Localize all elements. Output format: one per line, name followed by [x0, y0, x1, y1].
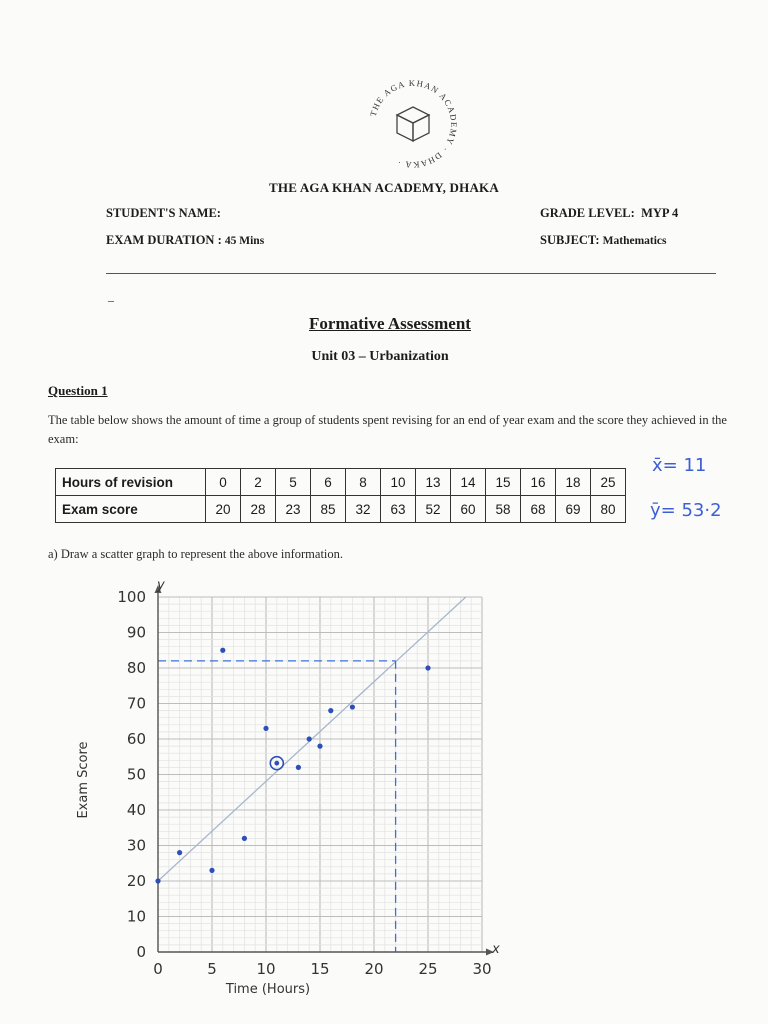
- y-tick-label: 100: [117, 588, 146, 606]
- table-row-hours: [56, 469, 626, 496]
- data-point: [263, 726, 268, 731]
- table-cell: 52: [416, 496, 451, 523]
- table-cell: 23: [276, 496, 311, 523]
- stray-dash: –: [108, 293, 114, 307]
- question-heading: Question 1: [48, 383, 108, 398]
- table-cell: 5: [276, 469, 311, 496]
- question-part-a: a) Draw a scatter graph to represent the above information.: [48, 547, 344, 561]
- data-point: [220, 648, 225, 653]
- table-cell: 2: [241, 469, 276, 496]
- chart-axes: [155, 585, 495, 956]
- handwritten-mean-x: x̄= 11: [652, 455, 707, 476]
- y-tick-label: 0: [136, 943, 146, 961]
- y-tick-label: 30: [126, 836, 146, 855]
- y-tick-label: 70: [126, 694, 146, 713]
- exam-duration: [106, 233, 264, 248]
- y-tick-label: 10: [126, 907, 146, 926]
- data-point: [209, 868, 214, 873]
- question-text: The table below shows the amount of time a group of students spent revising for an end of year exam and the score they achieved in the exam:: [48, 413, 727, 446]
- table-cell: 58: [486, 496, 521, 523]
- exam-duration-label: EXAM DURATION :: [106, 233, 225, 247]
- grade-level: [540, 206, 678, 221]
- handwritten-mean-y: ȳ= 53·2: [650, 500, 722, 521]
- table-cell: 63: [381, 496, 416, 523]
- table-row-scores: [56, 496, 626, 523]
- data-point: [155, 878, 160, 883]
- y-tick-label: 40: [126, 801, 146, 819]
- chart-points: [155, 648, 430, 884]
- y-tick-label: 90: [126, 623, 146, 642]
- data-point: [425, 665, 430, 670]
- exam-duration-value: 45 Mins: [224, 235, 265, 247]
- y-tick-label: 50: [126, 765, 146, 784]
- x-tick-label: 25: [418, 960, 438, 978]
- table-cell: 28: [241, 496, 276, 523]
- data-point: [307, 736, 312, 741]
- x-tick-label: 5: [207, 960, 217, 978]
- school-logo: [363, 74, 463, 174]
- grade-level-value: MYP 4: [641, 206, 679, 220]
- table-cell: 15: [486, 469, 521, 496]
- y-axis-letter: y: [157, 578, 165, 593]
- data-point: [242, 836, 247, 841]
- table-cell: 18: [556, 469, 591, 496]
- data-point: [296, 765, 301, 770]
- x-tick-label: 30: [472, 960, 492, 978]
- table-cell: 68: [521, 496, 556, 523]
- table-cell: 20: [206, 496, 241, 523]
- subject-value: Mathematics: [602, 235, 667, 247]
- row-label-score: Exam score: [56, 496, 206, 523]
- x-tick-label: 0: [153, 960, 163, 978]
- x-tick-label: 10: [256, 960, 276, 978]
- table-cell: 0: [206, 469, 241, 496]
- student-name-label: STUDENT'S NAME:: [106, 206, 221, 220]
- scatter-chart: [60, 575, 520, 1005]
- table-cell: 10: [381, 469, 416, 496]
- page-subtitle: Unit 03 – Urbanization: [311, 349, 449, 364]
- table-cell: 32: [346, 496, 381, 523]
- x-axis-letter: x: [492, 942, 500, 957]
- grade-level-label: GRADE LEVEL:: [540, 206, 635, 220]
- table-cell: 16: [521, 469, 556, 496]
- table-cell: 80: [591, 496, 626, 523]
- data-point: [317, 744, 322, 749]
- data-point: [177, 850, 182, 855]
- logo-cube-icon: [397, 107, 429, 141]
- table-cell: 13: [416, 469, 451, 496]
- table-cell: 14: [451, 469, 486, 496]
- table-cell: 85: [311, 496, 346, 523]
- subject-label: SUBJECT:: [540, 233, 600, 247]
- y-tick-label: 60: [126, 730, 146, 748]
- table-cell: 69: [556, 496, 591, 523]
- y-tick-label: 20: [126, 872, 146, 890]
- logo-lettering: THE AGA KHAN ACADEMY · DHAKA ·: [367, 77, 460, 171]
- x-tick-label: 15: [310, 960, 330, 978]
- x-axis-title: Time (Hours): [225, 982, 311, 997]
- table-cell: 25: [591, 469, 626, 496]
- table-cell: 60: [451, 496, 486, 523]
- page-title: Formative Assessment: [309, 314, 471, 333]
- header-divider: [106, 273, 716, 274]
- y-axis-title: Exam Score: [76, 741, 91, 819]
- data-table: [55, 468, 626, 523]
- x-tick-label: 20: [364, 960, 384, 978]
- data-point: [328, 708, 333, 713]
- row-label-hours: Hours of revision: [56, 469, 206, 496]
- table-cell: 8: [346, 469, 381, 496]
- mean-point: [274, 761, 279, 766]
- data-point: [350, 704, 355, 709]
- subject: [540, 233, 667, 248]
- y-tick-label: 80: [126, 659, 146, 677]
- school-name: THE AGA KHAN ACADEMY, DHAKA: [269, 180, 499, 195]
- table-cell: 6: [311, 469, 346, 496]
- chart-grid: [158, 597, 482, 952]
